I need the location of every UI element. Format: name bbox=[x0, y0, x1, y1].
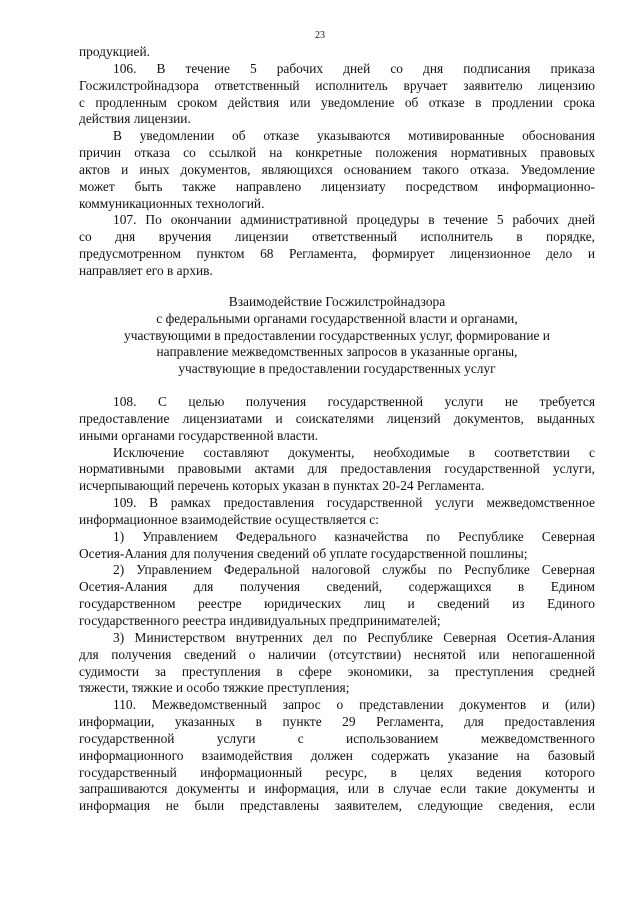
paragraph-line: 109. В рамках предоставления государственной услуги межведомственное bbox=[113, 495, 595, 511]
section-heading bbox=[79, 294, 595, 378]
paragraph-line: запрашиваются документы и информация, или в случае если такие документы и bbox=[79, 781, 595, 797]
paragraph-line: судимости за преступления в сфере экономики, за преступления средней bbox=[79, 663, 595, 679]
paragraph-line: государственном реестре юридических лиц и сведений из Единого bbox=[79, 596, 595, 612]
paragraph-line: 107. По окончании административной процедуры в течение 5 рабочих дней bbox=[113, 212, 595, 228]
paragraph-line: информационного взаимодействия должен содержать указание на базовый bbox=[79, 747, 595, 763]
paragraph-line: со дня вручения лицензии ответственный исполнитель в порядке, bbox=[79, 229, 595, 245]
paragraph-line: действия лицензии. bbox=[79, 111, 191, 127]
paragraph-line: с продленным сроком действия или уведомление об отказе в продлении срока bbox=[79, 94, 595, 110]
paragraph-line: Осетия-Алания для получения сведений об уплате государственной пошлины; bbox=[79, 545, 528, 561]
paragraph-line: 108. С целью получения государственной услуги не требуется bbox=[113, 394, 595, 410]
page-number: 23 bbox=[315, 30, 325, 41]
heading-line: направление межведомственных запросов в указанные органы, bbox=[156, 344, 518, 360]
paragraph-line: для получения сведений о наличии (отсутствии) неснятой или непогашенной bbox=[79, 646, 595, 662]
paragraph-line: В уведомлении об отказе указываются мотивированные обоснования bbox=[113, 128, 595, 144]
paragraph-line: информации, указанных в пункте 29 Регламента, для предоставления bbox=[79, 714, 595, 730]
paragraph-line: Исключение составляют документы, необходимые в соответствии с bbox=[113, 444, 595, 460]
paragraph-line: 3) Министерством внутренних дел по Республике Северная Осетия-Алания bbox=[113, 629, 595, 645]
paragraph-line: информация не были представлены заявителем, следующие сведения, если bbox=[79, 798, 595, 814]
paragraph-line: 106. В течение 5 рабочих дней со дня подписания приказа bbox=[113, 60, 595, 76]
paragraph-line: государственный информационный ресурс, в целях ведения которого bbox=[79, 764, 595, 780]
paragraph-line: нормативными правовыми актами для предоставления государственной услуги, bbox=[79, 461, 595, 477]
paragraph-line: иными органами государственной власти. bbox=[79, 427, 319, 443]
heading-line: Взаимодействие Госжилстройнадзора bbox=[228, 293, 446, 309]
paragraph-line: коммуникационных технологий. bbox=[79, 195, 265, 211]
paragraphs-after-heading bbox=[79, 394, 595, 815]
heading-line: с федеральными органами государственной власти и органами, bbox=[156, 310, 518, 326]
paragraph-line: продукцией. bbox=[79, 44, 150, 59]
paragraphs-before-heading bbox=[79, 44, 595, 280]
paragraph-line: Осетия-Алания для получения сведений, содержащихся в Едином bbox=[79, 579, 595, 595]
paragraph-line: тяжести, тяжкие и особо тяжкие преступления; bbox=[79, 680, 350, 696]
document-body bbox=[79, 44, 595, 815]
paragraph-line: предоставление лицензиатами и соискателями лицензий документов, выданных bbox=[79, 410, 595, 426]
paragraph-line: направляет его в архив. bbox=[79, 262, 213, 278]
paragraph-line: причин отказа со ссылкой на конкретные положения нормативных правовых bbox=[79, 145, 595, 161]
paragraph-line: государственной услуги с использованием межведомственного bbox=[79, 730, 595, 746]
spacer bbox=[79, 378, 595, 394]
paragraph-line: государственного реестра индивидуальных предпринимателей; bbox=[79, 613, 441, 628]
spacer bbox=[79, 280, 595, 294]
paragraph-line: исчерпывающий перечень которых указан в пунктах 20-24 Регламента. bbox=[79, 478, 485, 494]
paragraph-line: актов и иных документов, являющихся основанием такого отказа. Уведомление bbox=[79, 161, 595, 177]
paragraph-line: Госжилстройнадзора ответственный исполнитель вручает заявителю лицензию bbox=[79, 77, 595, 93]
paragraph-line: может быть также направлено лицензиату посредством информационно- bbox=[79, 178, 595, 194]
paragraph-line: 110. Межведомственный запрос о представлении документов и (или) bbox=[113, 697, 595, 713]
paragraph-line: 2) Управлением Федеральной налоговой службы по Республике Северная bbox=[113, 562, 595, 578]
paragraph-line: информационное взаимодействие осуществляется с: bbox=[79, 511, 379, 527]
paragraph-line: предусмотренном пунктом 68 Регламента, формирует лицензионное дело и bbox=[79, 246, 595, 262]
paragraph-line: 1) Управлением Федерального казначейства по Республике Северная bbox=[113, 528, 595, 544]
heading-line: участвующими в предоставлении государственных услуг, формирование и bbox=[124, 327, 550, 343]
heading-line: участвующие в предоставлении государственных услуг bbox=[178, 361, 496, 377]
